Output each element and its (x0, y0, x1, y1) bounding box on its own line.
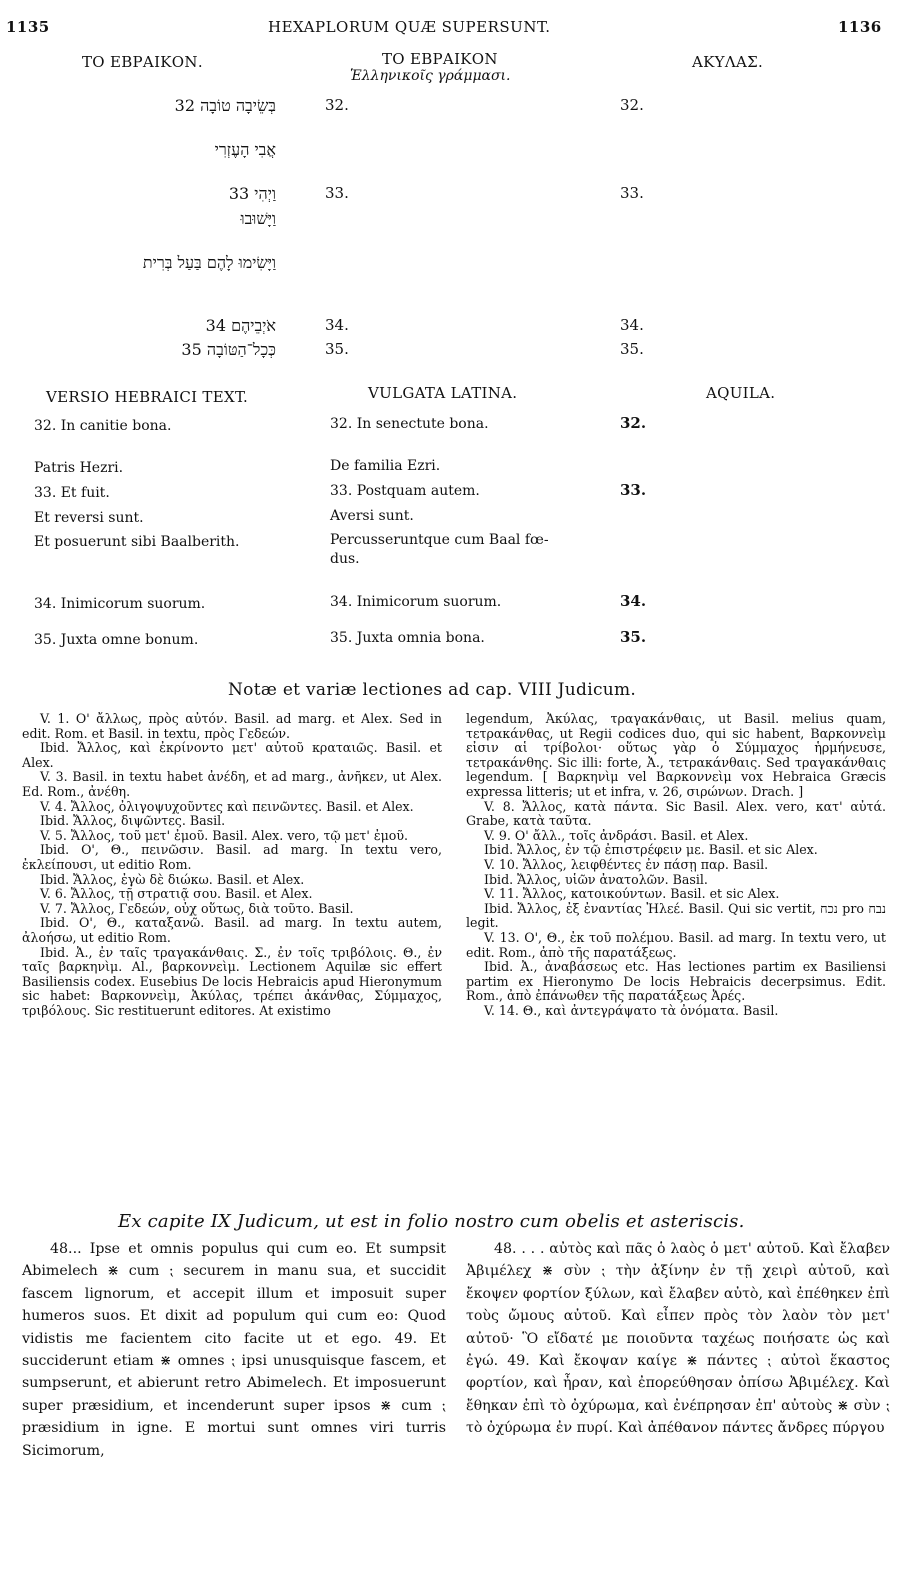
verse-number: 34. (620, 316, 644, 334)
hebrew-line: כְּכָל־הַטּוֹבָה 35 (181, 340, 276, 359)
versio-line: Et reversi sunt. (34, 510, 144, 526)
note-paragraph: V. 13. Ο', Θ., ἐκ τοῦ πολέμου. Basil. ad marg. In textu vero, ut edit. Rom., ἀπὸ τῆς παρατάξεως. (466, 929, 886, 960)
verse-number: 34. (620, 592, 647, 610)
page-number-left: 1135 (6, 18, 50, 36)
note-paragraph: V. 9. Ο' ἄλλ., τοῖς ἀνδράσι. Basil. et Alex. (484, 827, 749, 843)
verse-number: 32. (620, 414, 647, 432)
column-heading-transliteration: ΤΟ ΕΒΡΑΙΚΟΝ (382, 50, 498, 68)
versio-line: 35. Juxta omne bonum. (34, 632, 199, 648)
note-paragraph: Ibid. Ἄλλος, υἱῶν ἀνατολῶν. Basil. (484, 871, 708, 887)
note-paragraph: V. 8. Ἄλλος, κατὰ πάντα. Sic Basil. Alex. vero, κατ' αὐτά. Grabe, κατὰ ταῦτα. (466, 798, 886, 829)
column-subheading-transliteration: Ἑλληνικοῖς γράμμασι. (350, 68, 511, 84)
note-paragraph: Ibid. Ἀ., ἀναβάσεως etc. Has lectiones partim ex Basiliensi partim ex Hieronymo De locis Hebraicis decerpsimus. Edit. Rom., ἀπὸ ἐπάνωθεν τῆς παρατάξεως Ἀρές. (466, 959, 886, 1004)
note-paragraph: Ibid. Ἄλλος, ἐξ ἐναντίας Ἠλεέ. Basil. Qui sic vertit, נכח pro נבח legit. (466, 900, 886, 931)
vulgata-line: 35. Juxta omnia bona. (330, 630, 485, 646)
notes-title: Notæ et variæ lectiones ad cap. VIII Judicum. (228, 680, 637, 700)
latin-text: 48... Ipse et omnis populus qui cum eo. Et sumpsit Abimelech ⋇ cum ⁏ securem in manu sua, et succidit fascem lignorum, et accepit illum et imposuit super humeros suos. Et dixit ad populum qui cum eo: Quod vidistis me facientem cito facite ut et ego. 49. Et succiderunt etiam ⋇ omnes ⁏ ipsi unusquisque fascem, et sumpserunt, et abierunt retro Abimelech. Et imposuerunt super præsidium, et incenderunt super ipsos ⋇ cum ⁏ præsidium in igne. E mortui sunt omnes viri turris Sicimorum, (22, 1241, 446, 1459)
note-paragraph: V. 14. Θ., καὶ ἀντεγράψατο τὰ ὀνόματα. Basil. (484, 1002, 779, 1018)
hebrew-line: וַיָּשִׂימוּ לָהֶם בַּעַל בְּרִית (142, 253, 276, 272)
page-number-right: 1136 (838, 18, 882, 36)
versio-line: 34. Inimicorum suorum. (34, 596, 206, 612)
note-paragraph: V. 11. Ἄλλος, κατοικούντων. Basil. et sic Alex. (484, 886, 780, 902)
note-paragraph: Ibid. Ἄλλος, ἐγὼ δὲ διώκω. Basil. et Alex. (40, 871, 305, 887)
verse-number: 33. (620, 184, 644, 202)
note-paragraph: V. 10. Ἄλλος, λειφθέντες ἐν πάσῃ παρ. Basil. (484, 856, 769, 872)
hebrew-line: אֹיְבֵיהֶם 34 (205, 316, 276, 335)
versio-line: 33. Et fuit. (34, 485, 110, 501)
note-paragraph: V. 1. Ο' ἄλλως, πρὸς αὐτόν. Basil. ad marg. et Alex. Sed in edit. Rom. et Basil. in textu, πρὸς Γεδεών. (22, 711, 442, 741)
vulgata-line: Aversi sunt. (330, 508, 414, 524)
notes-left-column (22, 712, 442, 1018)
verse-number: 32. (325, 96, 349, 114)
note-paragraph: V. 3. Basil. in textu habet ἀνέδη, et ad marg., ἀνῆκεν, ut Alex. Ed. Rom., ἀνέθη. (22, 769, 442, 799)
column-heading-aquila-greek: ΑΚΥΛΑΣ. (692, 53, 764, 71)
notes-right-column (466, 712, 886, 1018)
note-paragraph: Ibid. Ἄλλος, ἐν τῷ ἐπιστρέφειν με. Basil. et sic Alex. (484, 842, 818, 858)
latin-text-column (22, 1238, 446, 1462)
column-heading-vulgata: VULGATA LATINA. (368, 384, 518, 402)
note-paragraph: Ibid. Ἄλλος, καὶ ἐκρίνοντο μετ' αὐτοῦ κραταιῶς. Basil. et Alex. (22, 740, 442, 770)
note-paragraph: Ibid. Ο', Θ., καταξανῶ. Basil. ad marg. In textu autem, ἀλοήσω, ut editio Rom. (22, 915, 442, 945)
vulgata-line: 33. Postquam autem. (330, 483, 480, 499)
vulgata-line: 32. In senectute bona. (330, 416, 489, 432)
note-paragraph: V. 4. Ἄλλος, ὀλιγοψυχοῦντες καὶ πεινῶντες. Basil. et Alex. (40, 798, 414, 814)
versio-line: Patris Hezri. (34, 460, 124, 476)
verse-number: 32. (620, 96, 644, 114)
vulgata-line: De familia Ezri. (330, 458, 441, 474)
verse-number: 35. (620, 340, 644, 358)
verse-number: 33. (620, 481, 647, 499)
vulgata-line: Percusseruntque cum Baal fœ- (330, 532, 549, 548)
greek-text: 48. . . . αὐτὸς καὶ πᾶς ὁ λαὸς ὁ μετ' αὐτοῦ. Καὶ ἔλαβεν Ἀβιμέλεχ ⋇ σὺν ⁏ τὴν ἀξίνην ἐν τῇ χειρὶ αὐτοῦ, καὶ ἔκοψεν φορτίον ξύλων, καὶ ἔλαβεν αὐτὸ, καὶ ἐπέθηκεν ἐπὶ τοὺς ὤμους αὐτοῦ. Καὶ εἶπεν πρὸς τὸν λαὸν τὸν μετ' αὐτοῦ· Ὃ εἴδατέ με ποιοῦντα ταχέως ποιήσατε ὡς καὶ ἐγώ. 49. Καὶ ἔκοψαν καίγε ⋇ πάντες ⁏ αὐτοὶ ἕκαστος φορτίον, καὶ ἦραν, καὶ ἐπορεύθησαν ὀπίσω Ἀβιμέλεχ. Καὶ ἔθηκαν ἐπὶ τὸ ὀχύρωμα, καὶ ἐνέπρησαν ἐπ' αὐτοὺς ⋇ σὺν ⁏ τὸ ὀχύρωμα ἐν πυρί. Καὶ ἀπέθανον πάντες ἄνδρες πύργου (466, 1241, 890, 1437)
column-heading-versio: VERSIO HEBRAICI TEXT. (46, 388, 249, 406)
note-paragraph: V. 5. Ἄλλος, τοῦ μετ' ἐμοῦ. Basil. Alex. vero, τῷ μετ' ἐμοῦ. (40, 827, 409, 843)
column-heading-hebrew: ΤΟ ΕΒΡΑΙΚΟΝ. (82, 53, 203, 71)
verse-number: 33. (325, 184, 349, 202)
note-paragraph: V. 7. Ἄλλος, Γεδεών, οὐχ οὕτως, διὰ τοῦτο. Basil. (40, 900, 354, 916)
column-heading-aquila: AQUILA. (706, 384, 776, 402)
verse-number: 35. (325, 340, 349, 358)
vulgata-line: dus. (330, 551, 360, 567)
note-paragraph: V. 6. Ἄλλος, τῇ στρατιᾷ σου. Basil. et Alex. (40, 886, 313, 902)
verse-number: 35. (620, 628, 647, 646)
note-paragraph: Ibid. Ἄλλος, διψῶντες. Basil. (40, 813, 226, 829)
versio-line: 32. In canitie bona. (34, 418, 172, 434)
note-paragraph: Ibid. Ἀ., ἐν ταῖς τραγακάνθαις. Σ., ἐν τοῖς τριβόλοις. Θ., ἐν ταῖς βαρκηνὶμ. Al., βαρκοννεὶμ. Lectionem Aquilæ sic effert Basiliensis codex. Eusebius De locis Hebraicis apud Hieronymum sic habet: Βαρκοννεὶμ, Ἀκύλας, τρέπει ἀκάνθας, Σύμμαχος, τριβόλους. Sic restituerunt editores. At existimo (22, 944, 442, 1018)
hebrew-line: וַיָּשׁוּבוּ (240, 209, 276, 228)
note-paragraph: Ibid. Ο', Θ., πεινῶσιν. Basil. ad marg. In textu vero, ἐκλείπουσι, ut editio Rom. (22, 842, 442, 872)
verse-number: 34. (325, 316, 349, 334)
chapter-title: Ex capite IX Judicum, ut est in folio nostro cum obelis et asteriscis. (118, 1211, 745, 1232)
versio-line: Et posuerunt sibi Baalberith. (34, 534, 240, 550)
note-paragraph: legendum, Ἀκύλας, τραγακάνθαις, ut Basil. melius quam, τετρακάνθας, ut Regii codices duo, qui sic habent, Βαρκοννεὶμ εἰσιν αἱ τρίβολοι· οὕτως γὰρ ὁ Σύμμαχος ἡρμήνευσε, τετρακάνθης. Sic illi: forte, Ἀ., τετρακάνθαις. Sed τραγακάνθαις legendum. [ Βαρκηνὶμ vel Βαρκοννεὶμ vox Hebraica Græcis expressa litteris; ut et infra, v. 26, σιρώνων. Drach. ] (466, 711, 886, 799)
hebrew-line: וַיְהִי 33 (228, 184, 276, 203)
hebrew-line: בְּשֵׂיבָה טוֹבָה 32 (174, 96, 276, 115)
greek-text-column (466, 1238, 890, 1440)
running-title: HEXAPLORUM QUÆ SUPERSUNT. (268, 18, 551, 36)
vulgata-line: 34. Inimicorum suorum. (330, 594, 502, 610)
hebrew-line: אֲבִי הָעֶזְרִי (214, 140, 276, 159)
